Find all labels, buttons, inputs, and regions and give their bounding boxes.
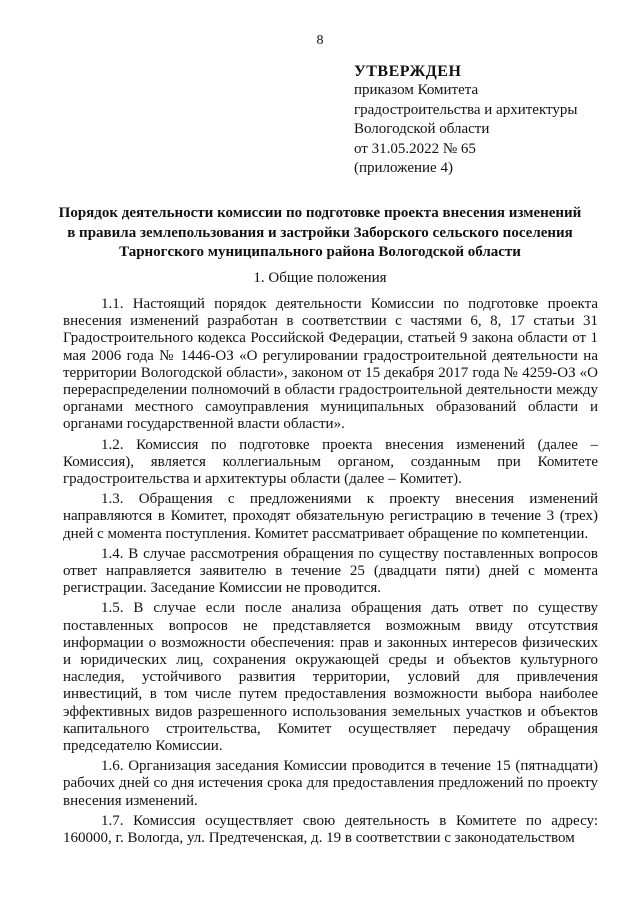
title-line: в правила землепользования и застройки Заборского сельского поселения (67, 224, 573, 241)
approval-line: (приложение 4) (354, 160, 453, 177)
body-text (63, 296, 598, 850)
paragraph-1-3: 1.3. Обращения с предложениями к проекту внесения изменений направляются в Комитет, проходят обязательную регистрацию в течение 3 (трех) дней с момента поступления. Комитет рассматривает обращение по компетенции. (63, 491, 598, 542)
approval-block (354, 62, 624, 178)
title-line: Тарногского муниципального района Вологодской области (119, 244, 521, 260)
approval-heading: УТВЕРЖДЕН (354, 63, 462, 80)
approval-line: градостроительства и архитектуры (354, 101, 578, 118)
paragraph-1-2: 1.2. Комиссия по подготовке проекта внесения изменений (далее – Комиссия), является коллегиальным органом, созданным при Комитете градостроительства и архитектуры области (далее – Комитет). (63, 436, 598, 488)
document-title (40, 204, 600, 263)
page-number: 8 (316, 33, 324, 48)
section-title: 1. Общие положения (253, 270, 387, 286)
paragraph-1-5: 1.5. В случае если после анализа обращения дать ответ по существу поставленных вопросов не представляется возможным ввиду отсутствия информации о возможности обеспечения: прав и законных интересов физических и юридических лиц, сохранения окружающей среды и объектов культурного наследия, устойчивого развития территории, условий для привлечения инвестиций, в том числе путем предоставления возможности выбора наиболее эффективных видов разрешенного использования земельных участков и объектов капитального строительства, Комитет осуществляет передачу обращения председателю Комиссии. (63, 600, 598, 755)
paragraph-1-7: 1.7. Комиссия осуществляет свою деятельность в Комитете по адресу: 160000, г. Вологда, ул. Предтеченская, д. 19 в соответствии с законодательством (63, 812, 598, 847)
paragraph-1-1: 1.1. Настоящий порядок деятельности Комиссии по подготовке проекта внесения изменений разработан в соответствии с частями 6, 8, 17 статьи 31 Градостроительного кодекса Российской Федерации, статьей 9 закона области от 1 мая 2006 года № 1446-ОЗ «О регулировании градостроительной деятельности на территории Вологодской области», законом от 15 декабря 2017 года № 4259-ОЗ «О перераспределении полномочий в области градостроительной деятельности между органами местного самоуправления муниципальных образований области и органами государственной власти области». (63, 296, 598, 433)
paragraph-1-4: 1.4. В случае рассмотрения обращения по существу поставленных вопросов ответ направляется заявителю в течение 25 (двадцати пяти) дней с момента регистрации. Заседание Комиссии не проводится. (63, 545, 598, 597)
approval-line: приказом Комитета (354, 82, 479, 99)
title-line: Порядок деятельности комиссии по подготовке проекта внесения изменений (58, 205, 582, 221)
approval-line: от 31.05.2022 № 65 (354, 140, 476, 157)
approval-line: Вологодской области (354, 121, 490, 138)
paragraph-1-6: 1.6. Организация заседания Комиссии проводится в течение 15 (пятнадцати) рабочих дней со дня истечения срока для предоставления предложений по проекту внесения изменений. (63, 758, 598, 809)
